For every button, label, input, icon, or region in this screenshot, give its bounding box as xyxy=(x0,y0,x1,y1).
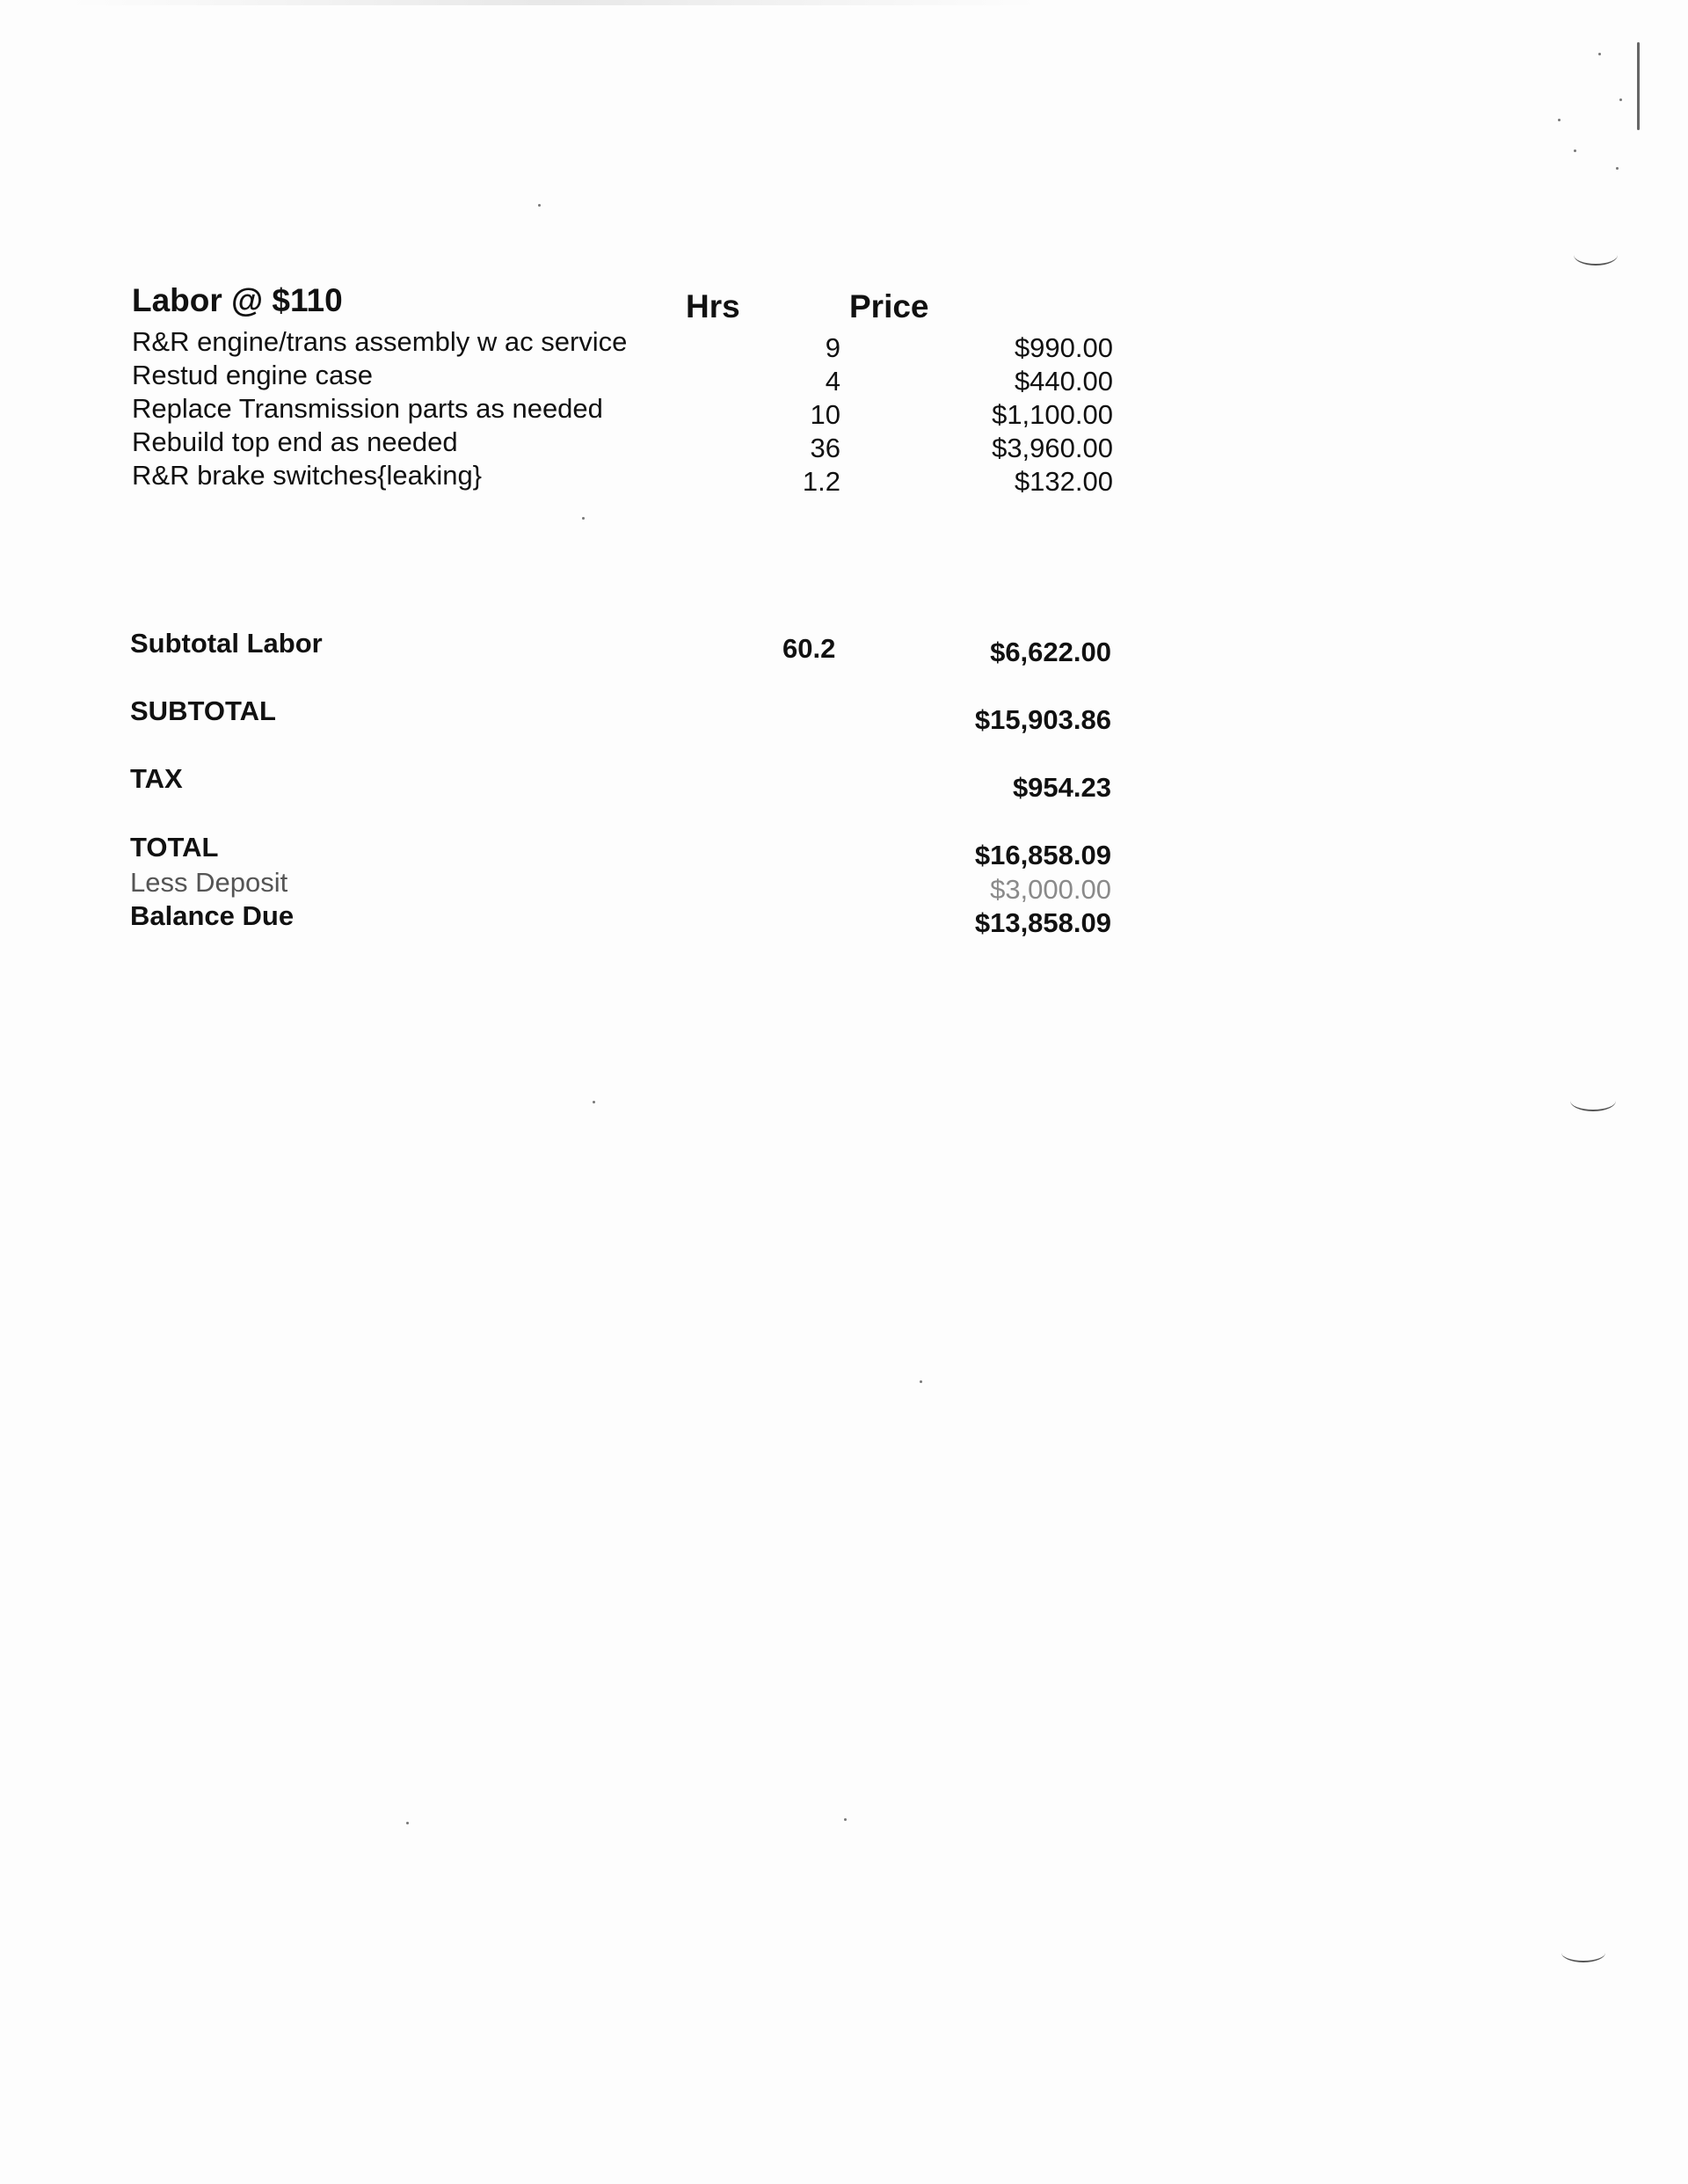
labor-item-price: $3,960.00 xyxy=(992,433,1113,463)
balance-due-label: Balance Due xyxy=(130,900,295,931)
price-column-header: Price xyxy=(849,288,929,324)
labor-item-price: $132.00 xyxy=(1014,466,1113,497)
scan-speck xyxy=(538,204,541,207)
binder-hole-mark xyxy=(1570,1090,1616,1111)
labor-item-hrs: 9 xyxy=(825,332,840,363)
deposit-label: Less Deposit xyxy=(130,867,288,898)
scan-artifact-edge xyxy=(1637,42,1640,130)
scan-speck xyxy=(593,1101,595,1103)
scan-speck xyxy=(582,517,585,520)
hrs-column-header: Hrs xyxy=(686,288,740,324)
labor-item-hrs: 1.2 xyxy=(802,466,840,497)
deposit-value: $3,000.00 xyxy=(990,874,1111,905)
total-label: TOTAL xyxy=(130,832,219,863)
scan-speck xyxy=(1598,53,1601,55)
labor-section-title: Labor @ $110 xyxy=(132,282,343,318)
subtotal-labor-hrs: 60.2 xyxy=(782,633,836,664)
total-value: $16,858.09 xyxy=(974,840,1111,870)
scan-speck xyxy=(844,1818,847,1821)
balance-due-value: $13,858.09 xyxy=(974,907,1111,938)
subtotal-labor-label: Subtotal Labor xyxy=(130,628,323,659)
scan-speck xyxy=(1558,119,1561,121)
scan-speck xyxy=(1574,149,1576,152)
labor-item-description: Replace Transmission parts as needed xyxy=(132,393,603,424)
labor-item-price: $990.00 xyxy=(1014,332,1113,363)
subtotal-label: SUBTOTAL xyxy=(130,695,276,726)
subtotal-labor-value: $6,622.00 xyxy=(990,637,1111,667)
tax-value: $954.23 xyxy=(1012,772,1111,803)
labor-item-hrs: 4 xyxy=(825,366,840,397)
labor-item-description: R&R brake switches{leaking} xyxy=(132,460,483,491)
scan-speck xyxy=(406,1822,409,1824)
labor-item-price: $1,100.00 xyxy=(992,399,1113,430)
scan-speck xyxy=(920,1380,922,1383)
binder-hole-mark xyxy=(1574,244,1618,266)
labor-item-price: $440.00 xyxy=(1014,366,1113,397)
scan-speck xyxy=(1619,98,1622,101)
labor-item-hrs: 10 xyxy=(810,399,840,430)
scan-speck xyxy=(1616,167,1619,170)
labor-item-hrs: 36 xyxy=(810,433,840,463)
tax-label: TAX xyxy=(130,763,183,794)
subtotal-value: $15,903.86 xyxy=(974,704,1111,735)
labor-item-description: R&R engine/trans assembly w ac service xyxy=(132,326,628,357)
scan-artifact-top xyxy=(70,0,1037,5)
labor-item-description: Restud engine case xyxy=(132,360,374,390)
labor-item-description: Rebuild top end as needed xyxy=(132,426,458,457)
binder-hole-mark xyxy=(1561,1943,1605,1962)
